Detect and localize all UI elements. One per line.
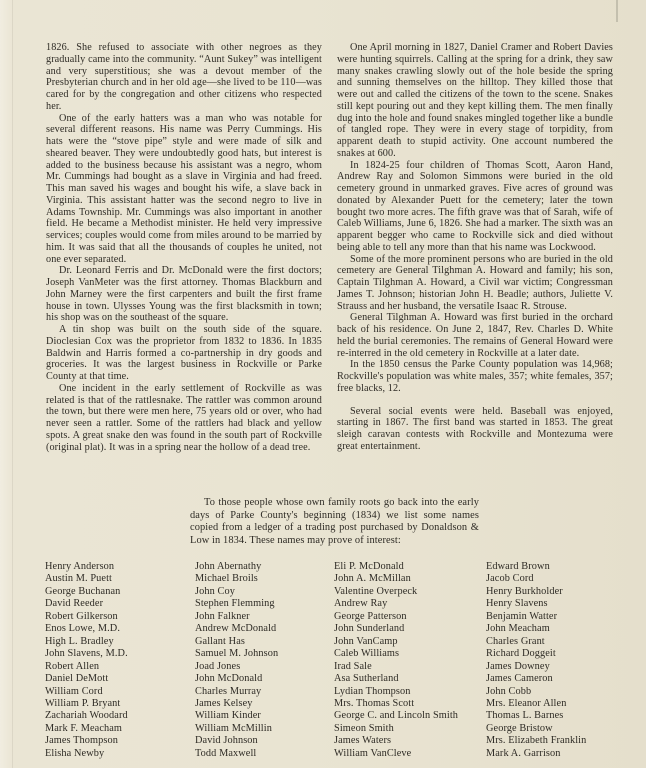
paragraph: One April morning in 1827, Daniel Cramer and Robert Davies were hunting squirrels. Calling at the spring for a drink, they saw many snakes crawling slowly out of the hole beside the spring and sunning themselves on the hilltop. They killed those that were out and called the citizens of the town to the scene. Snakes still kept pouring out and they kept killing them. The men finally dug into the hole and found snakes mingled together like a bundle of tangled rope. They were in every stage of torpidity, from apparent death to stupid activity. One account numbered the snakes at 600.: [337, 42, 613, 159]
names-column-1: [45, 561, 195, 760]
paragraph: General Tilghman A. Howard was first buried in the orchard back of his residence. On June 2, 1847, Rev. Charles D. White held the burial ceremonies. The remains of General Howard were re-interred in the old cemetery in Rockville at a later date.: [337, 312, 613, 359]
name-entry: William VanCleve: [334, 747, 412, 759]
name-entry: Henry Slavens: [486, 598, 548, 610]
name-entry: Mrs. Eleanor Allen: [486, 697, 567, 709]
name-entry: Lydian Thompson: [334, 685, 411, 697]
paragraph: 1826. She refused to associate with other negroes as they gradually came into the community. “Aunt Sukey” was intelligent and very superstitious; she was a devout member of the Presbyterian church and in her old age—she lived to be 110—was cared for by the congregation and other citizens who respected her.: [46, 42, 322, 112]
name-entry: Mrs. Thomas Scott: [334, 697, 415, 709]
name-entry: John Falkner: [195, 610, 250, 622]
name-entry: Henry Burkholder: [486, 585, 563, 597]
name-entry: Enos Lowe, M.D.: [45, 623, 121, 635]
name-entry: John Coy: [195, 585, 235, 597]
name-entry: John Slavens, M.D.: [45, 648, 128, 660]
name-entry: Thomas L. Barnes: [486, 710, 564, 722]
name-entry: High L. Bradley: [45, 635, 114, 647]
names-column-2: [195, 561, 334, 760]
name-entry: James Downey: [486, 660, 550, 672]
name-entry: Samuel M. Johnson: [195, 648, 279, 660]
name-entry: William McMillin: [195, 722, 272, 734]
name-entry: William P. Bryant: [45, 697, 121, 709]
left-column: [46, 42, 322, 453]
paragraph: A tin shop was built on the south side of the square. Dioclesian Cox was the proprietor from 1832 to 1836. In 1835 Baldwin and Harris formed a co-partnership in dry goods and groceries. It was the largest business in Rockville or Parke County at that time.: [46, 324, 322, 382]
name-entry: George C. and Lincoln Smith: [334, 710, 459, 722]
names-intro-block: [190, 497, 479, 547]
name-entry: Mrs. Elizabeth Franklin: [486, 735, 587, 747]
name-entry: John VanCamp: [334, 635, 398, 647]
name-entry: Edward Brown: [486, 561, 550, 572]
name-entry: John Cobb: [486, 685, 532, 697]
name-entry: Austin M. Puett: [45, 573, 113, 585]
name-entry: John A. McMillan: [334, 573, 411, 585]
page-edge-line: [12, 0, 13, 768]
name-entry: Stephen Flemming: [195, 598, 275, 610]
name-entry: George Patterson: [334, 610, 407, 622]
name-entry: Mark A. Garrison: [486, 747, 561, 759]
name-entry: Charles Murray: [195, 685, 262, 697]
names-column-3: [334, 561, 486, 760]
right-column: [337, 42, 613, 453]
name-entry: Joad Jones: [195, 660, 241, 672]
name-entry: Valentine Overpeck: [334, 585, 418, 597]
names-list: [45, 561, 623, 760]
name-entry: Robert Allen: [45, 660, 100, 672]
paragraph: Several social events were held. Baseball was enjoyed, starting in 1867. The first band was started in 1853. The great sleigh caravan contests with Rockville and Montezuma were great entertainment.: [337, 405, 613, 452]
name-entry: Andrew McDonald: [195, 623, 277, 635]
name-entry: Michael Broils: [195, 573, 258, 585]
names-column-4: [486, 561, 623, 760]
name-entry: Benjamin Watter: [486, 610, 558, 622]
name-entry: David Johnson: [195, 735, 258, 747]
name-entry: George Bristow: [486, 722, 553, 734]
name-entry: Mark F. Meacham: [45, 722, 123, 734]
paragraph: One of the early hatters was a man who was notable for several different reasons. His name was Perry Cummings. His hats were the “stove pipe” style and were made of silk and sheared beaver. They were undoubtedly good hats, but interest is added to the business because his assistant was a negro, whom Mr. Cummings had bought as a slave in Virginia and had freed. This man saved his wages and bought his wife, a slave back in Virginia. This assistant hatter was the second negro to live in Adams Township. Mr. Cummings was also important in another field. He became a Methodist minister. He held very impressive services; couples would come from miles around to be married by him. It was said that all the thousands of couples he united, not one ever separated.: [46, 112, 322, 265]
name-entry: William Kinder: [195, 710, 261, 722]
two-column-text-block: [46, 42, 614, 453]
name-entry: Charles Grant: [486, 635, 545, 647]
intro-paragraph: To those people whose own family roots go back into the early days of Parke County's beginning (1834) we list some names copied from a ledger of a trading post purchased by Donaldson & Low in 1834. These names may prove of interest:: [190, 497, 479, 546]
name-entry: Elisha Newby: [45, 747, 105, 759]
name-entry: James Waters: [334, 735, 392, 747]
name-entry: Asa Sutherland: [334, 673, 399, 685]
name-entry: Zachariah Woodard: [45, 710, 128, 722]
name-entry: Eli P. McDonald: [334, 561, 404, 572]
name-entry: William Cord: [45, 685, 103, 697]
paragraph: Some of the more prominent persons who are buried in the old cemetery are General Tilghman A. Howard and family; his son, Captain Tilghman A. Howard, a Civil war victim; Congressman James T. Johnson; historian John H. Beadle; authors, Juliette V. Strauss and her husband, the versatile Isaac R. Strouse.: [337, 253, 613, 312]
name-entry: Caleb Williams: [334, 648, 400, 660]
name-entry: John Sunderland: [334, 623, 405, 635]
name-entry: Robert Gilkerson: [45, 610, 118, 622]
name-entry: John McDonald: [195, 673, 263, 685]
name-entry: Daniel DeMott: [45, 673, 109, 685]
paragraph: In 1824-25 four children of Thomas Scott, Aaron Hand, Andrew Ray and Solomon Simmons were buried in the old cemetery ground in unmarked graves. Five acres of ground was donated by Alexander Puett for the cemetery; later the town bought two more acres. The fifth grave was that of Sarah, wife of Caleb Williams, June 6, 1826. She had a marker. The sixth was an apparent begger who came to Rockville sick and died without being able to tell any more than that his name was Lockwood.: [337, 159, 613, 253]
name-entry: Gallant Has: [195, 635, 245, 647]
name-entry: James Kelsey: [195, 697, 253, 709]
name-entry: George Buchanan: [45, 585, 121, 597]
name-entry: John Meacham: [486, 623, 550, 635]
name-entry: Simeon Smith: [334, 722, 394, 734]
paragraph: Dr. Leonard Ferris and Dr. McDonald were the first doctors; Joseph VanMeter was the first attorney. Thomas Blackburn and John Marney were the first carpenters and built the first frame house in town. Ulysses Young was the first blacksmith in town; his shop was on the southeast of the square.: [46, 265, 322, 324]
name-entry: David Reeder: [45, 598, 104, 610]
paragraph: One incident in the early settlement of Rockville as was related is that of the rattlesnake. The rattler was common around the town, but there were men here, 75 years old or over, who had never seen a rattler. Some of the rattlers had black and yellow spots. A great snake den was found in the south part of Rockville (original plat). It was in a spring near the hollow of a dead tree.: [46, 382, 322, 453]
name-entry: James Thompson: [45, 735, 119, 747]
name-entry: John Abernathy: [195, 561, 262, 572]
name-entry: Todd Maxwell: [195, 747, 257, 759]
name-entry: Irad Sale: [334, 660, 372, 672]
name-entry: Jacob Cord: [486, 573, 534, 585]
paragraph: In the 1850 census the Parke County population was 14,968; Rockville's population was white males, 357; white females, 357; free blacks, 12.: [337, 359, 613, 394]
name-entry: Henry Anderson: [45, 561, 115, 572]
name-entry: James Cameron: [486, 673, 553, 685]
name-entry: Richard Doggeit: [486, 648, 556, 660]
scan-corner-mark: [616, 0, 618, 22]
name-entry: Andrew Ray: [334, 598, 388, 610]
